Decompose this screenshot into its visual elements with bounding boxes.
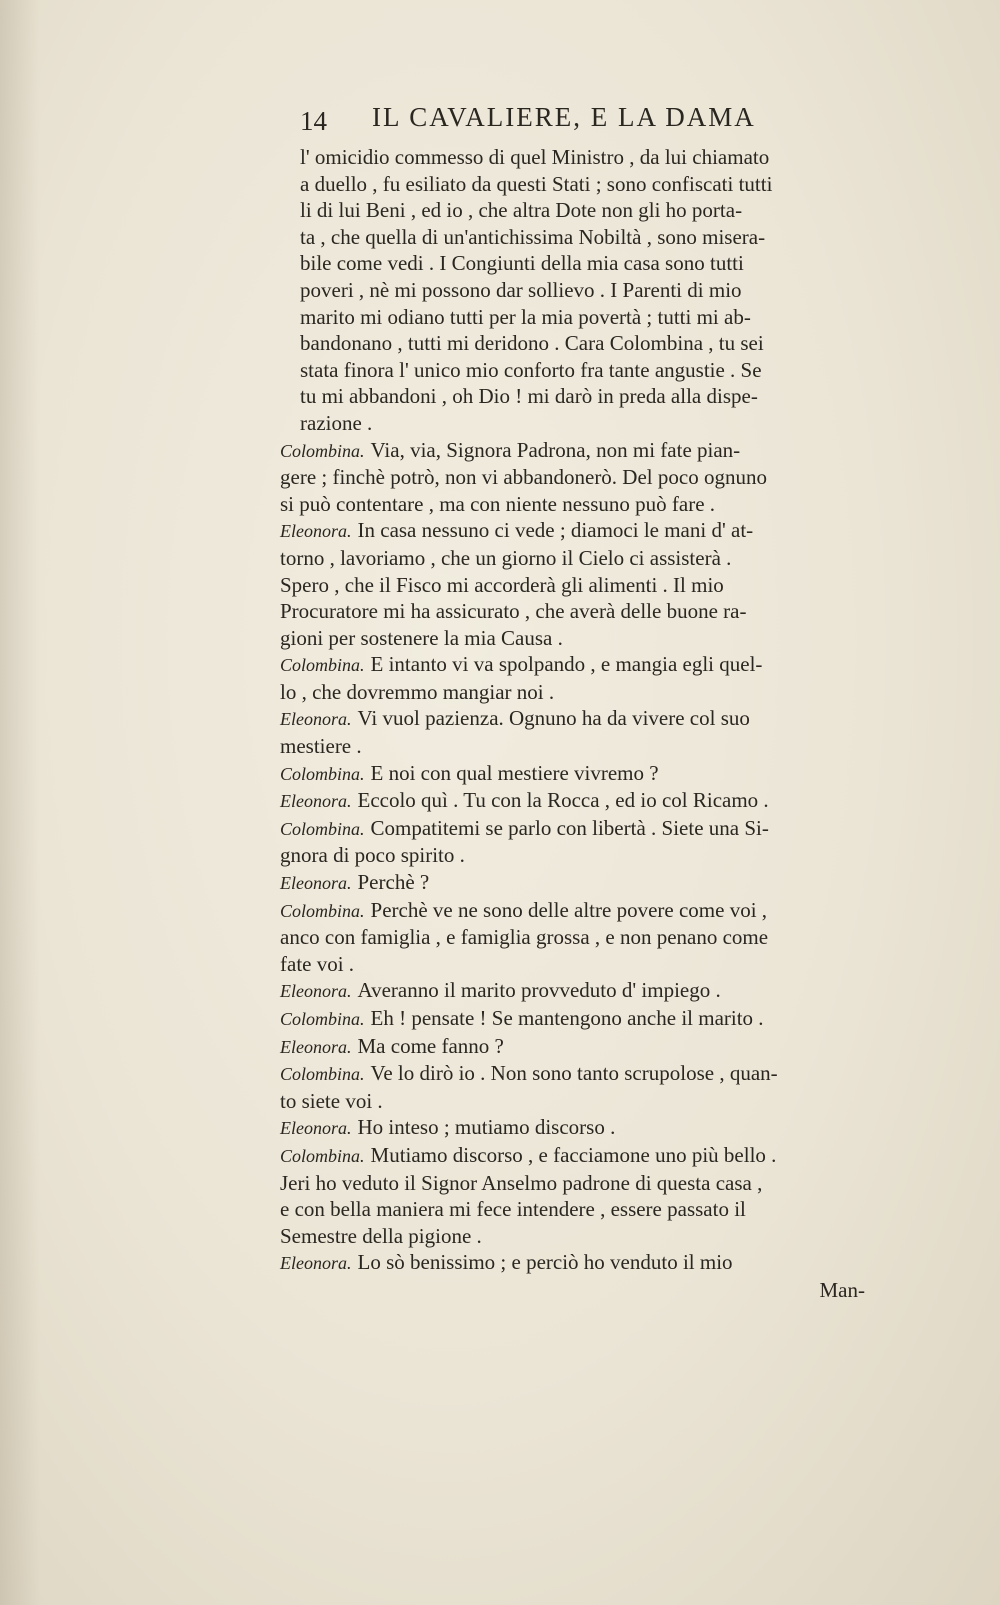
text-line: a duello , fu esiliato da questi Stati ; sono confiscati tutti [300,171,773,196]
speaker-name: Eleonora. [280,1253,352,1274]
text-line [280,1033,890,1061]
speech-text: Ho inteso ; mutiamo discorso . [357,1115,616,1140]
text-line: e con bella maniera mi fece intendere , essere passato il [280,1197,746,1222]
speech-text: Perchè ? [357,870,430,895]
speaker-name: Eleonora. [280,521,352,542]
speech [280,1033,890,1061]
text-line: poveri , nè mi possono dar sollievo . I Parenti di mio [300,277,742,302]
text-line: gere ; finchè potrò, non vi abbandonerò. Del poco ognuno [280,465,767,490]
speech-text: Eh ! pensate ! Se mantengono anche il marito . [370,1006,764,1030]
text-line: ta , che quella di un'antichissima Nobiltà , sono misera- [300,224,766,249]
text-line [280,1060,890,1088]
speech [280,787,890,815]
speech [280,1142,890,1249]
text-line: torno , lavoriamo , che un giorno il Cielo ci assisterà . [280,545,732,570]
speech [280,1114,890,1142]
text-line [280,897,890,925]
speaker-name: Colombina. [280,440,365,461]
speaker-name: Colombina. [280,1145,365,1166]
speech [280,977,890,1005]
speech [280,1005,890,1033]
speech [280,815,890,869]
text-line: Jeri ho veduto il Signor Anselmo padrone di questa casa , [280,1170,763,1195]
speech [280,869,890,897]
speech-text: Compatitemi se parlo con libertà . Siete una Si- [370,815,769,840]
speaker-name: Eleonora. [280,981,352,1002]
speaker-name: Colombina. [280,900,365,921]
catchword: Man- [819,1277,865,1302]
speech-text: Ve lo dirò io . Non sono tanto scrupolose , quan- [370,1061,778,1086]
speaker-name: Colombina. [280,818,365,839]
text-line [280,1114,890,1142]
speech-text: Via, via, Signora Padrona, non mi fate pian- [370,437,741,462]
speech-text: Perchè ve ne sono delle altre povere come voi , [370,897,768,922]
text-line: Spero , che il Fisco mi accorderà gli alimenti . Il mio [280,572,724,597]
speaker-name: Colombina. [280,1009,365,1029]
running-title: IL CAVALIERE, E LA DAMA [372,102,756,132]
speech-text: Mutiamo discorso , e facciamone uno più bello . [370,1142,777,1167]
text-line: si può contentare , ma con niente nessuno può fare . [280,491,716,516]
text-line: Semestre della pigione . [280,1223,482,1248]
text-line: bandonano , tutti mi deridono . Cara Colombina , tu sei [300,331,764,356]
speaker-name: Colombina. [280,1064,365,1085]
text-line: razione . [300,410,373,435]
speech [280,1060,890,1114]
text-line [280,760,890,788]
text-line: gnora di poco spirito . [280,843,465,868]
speaker-name: Eleonora. [280,791,352,812]
text-line: stata finora l' unico mio conforto fra tante angustie . Se [300,357,762,382]
speaker-name: Colombina. [280,655,365,676]
speech-text: E noi con qual mestiere vivremo ? [370,760,659,785]
text-line [280,437,890,465]
text-line: l' omicidio commesso di quel Ministro , da lui chiamato [300,145,770,169]
text-line: lo , che dovremmo mangiar noi . [280,679,555,704]
opening-speech [280,144,890,437]
speech-text: In casa nessuno ci vede ; diamoci le mani d' at- [357,518,754,543]
text-line: gioni per sostenere la mia Causa . [280,625,563,650]
text-line: bile come vedi . I Congiunti della mia casa sono tutti [300,251,744,276]
text-line [280,517,890,545]
speech [280,705,890,759]
text-line [280,651,890,679]
text-line: mestiere . [280,734,362,759]
text-line: marito mi odiano tutti per la mia povertà ; tutti mi ab- [300,304,751,329]
speech-text: E intanto vi va spolpando , e mangia egli quel- [370,652,763,677]
text-line [280,1249,890,1277]
speaker-name: Eleonora. [280,873,352,894]
speech [280,651,890,705]
body-text [280,144,890,1304]
text-line [280,1005,890,1033]
speech-text: Ma come fanno ? [357,1033,504,1058]
speech [280,897,890,978]
text-line [280,705,890,733]
speech [280,517,890,651]
text-line: li di lui Beni , ed io , che altra Dote non gli ho porta- [300,198,743,223]
text-line: Procuratore mi ha assicurato , che averà delle buone ra- [280,599,747,624]
speech-text: Vi vuol pazienza. Ognuno ha da vivere col suo [357,706,750,731]
text-line [280,977,890,1005]
text-line: anco con famiglia , e famiglia grossa , e non penano come [280,925,769,950]
text-line [280,787,890,815]
text-line: fate voi . [280,951,355,976]
text-line [280,815,890,843]
speech-text: Eccolo quì . Tu con la Rocca , ed io col Ricamo . [357,788,769,813]
text-line: to siete voi . [280,1088,383,1113]
speaker-name: Colombina. [280,763,365,784]
text-line [280,1142,890,1170]
speaker-name: Eleonora. [280,1118,352,1139]
speech-text: Averanno il marito provveduto d' impiego . [357,978,721,1003]
speaker-name: Eleonora. [280,1036,352,1057]
text-line [280,869,890,897]
text-line: tu mi abbandoni , oh Dio ! mi darò in preda alla dispe- [300,384,758,409]
page-header [300,102,770,138]
page-number: 14 [300,106,327,136]
speech [280,437,890,518]
speech [280,760,890,788]
speaker-name: Eleonora. [280,709,352,730]
speech-text: Lo sò benissimo ; e perciò ho venduto il mio [357,1250,733,1275]
speech [280,1249,890,1277]
